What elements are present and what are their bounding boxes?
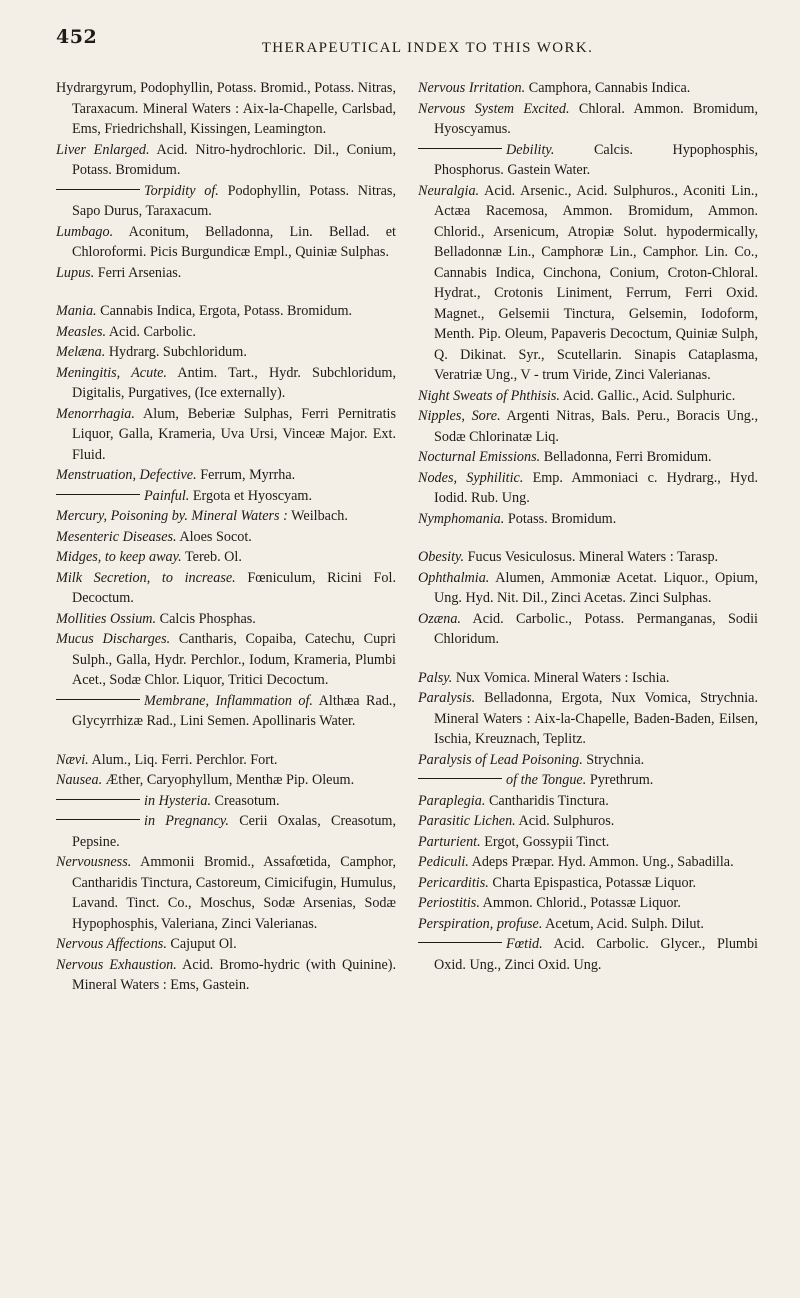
index-remedies: Adeps Præpar. Hyd. Ammon. Ung., Sabadilla. <box>471 854 734 870</box>
index-entry <box>418 750 758 771</box>
left-column <box>56 78 396 1288</box>
index-entry <box>418 914 758 935</box>
index-remedies: Cantharis, Copaiba, Catechu, Cupri Sulph., Galla, Hydr. Perchlor., Iodum, Krameria, Plumbi Acet., Sodæ Chlor. Liquor, Tritici Decoctum. <box>72 631 396 688</box>
index-entry <box>418 934 758 975</box>
index-entry <box>56 770 396 791</box>
index-term: Mercury, Poisoning by. Mineral Waters : <box>56 508 288 524</box>
index-term: Measles. <box>56 323 107 340</box>
index-entry <box>56 342 396 363</box>
index-entry <box>56 750 396 771</box>
index-remedies: Alumen, Ammoniæ Acetat. Liquor., Opium, Ung. Hyd. Nit. Dil., Zinci Acetas. Zinci Sulphas. <box>434 569 758 606</box>
index-term: Membrane, Inflammation of. <box>144 692 313 709</box>
index-remedies: Aloes Socot. <box>179 528 252 545</box>
index-remedies: Althæa Rad., Glycyrrhizæ Rad., Lini Semen. Apollinaris Water. <box>72 692 396 729</box>
index-remedies: Acid. Sulphuros. <box>518 813 615 829</box>
index-remedies: Belladonna, Ergota, Nux Vomica, Strychnia. Mineral Waters : Aix-la-Chapelle, Baden-Baden, Eilsen, Ischia, Kreuznach, Teplitz. <box>434 690 758 747</box>
index-term: Fœtid. <box>506 936 543 952</box>
index-remedies: Weilbach. <box>291 508 348 524</box>
index-entry <box>418 852 758 873</box>
index-entry <box>56 527 396 548</box>
index-term: Nocturnal Emissions. <box>418 449 541 465</box>
index-entry <box>56 955 396 996</box>
index-entry <box>56 222 396 263</box>
ditto-rule <box>56 494 140 495</box>
index-entry <box>418 547 758 568</box>
index-remedies: Emp. Ammoniaci c. Hydrarg., Hyd. Iodid. Rub. Ung. <box>434 469 758 506</box>
ditto-rule <box>418 778 502 779</box>
index-entry <box>56 263 396 284</box>
index-term: Nervous Affections. <box>56 936 167 952</box>
index-entry <box>418 893 758 914</box>
index-remedies: Antim. Tart., Hydr. Subchloridum, Digitalis, Purgatives, (Ice externally). <box>72 364 396 401</box>
index-remedies: Aconitum, Belladonna, Lin. Bellad. et Chloroformi. Picis Burgundicæ Empl., Quiniæ Sulphas. <box>72 223 396 260</box>
index-remedies: Ergota et Hyoscyam. <box>192 487 312 504</box>
index-remedies: Strychnia. <box>586 751 645 768</box>
running-title: THERAPEUTICAL INDEX TO THIS WORK. <box>261 40 594 56</box>
index-term: Liver Enlarged. <box>56 141 150 158</box>
index-entry <box>418 770 758 791</box>
index-term: Pediculi. <box>418 854 469 870</box>
index-remedies: Cajuput Ol. <box>170 936 237 952</box>
index-remedies: Camphora, Cannabis Indica. <box>528 80 691 96</box>
index-entry <box>418 140 758 181</box>
index-term: Paralysis. <box>418 690 476 706</box>
index-term: in Hysteria. <box>144 792 211 809</box>
index-remedies: Ergot, Gossypii Tinct. <box>484 833 610 850</box>
ditto-rule <box>56 699 140 700</box>
index-term: Mollities Ossium. <box>56 610 157 627</box>
index-remedies: Alum., Liq. Ferri. Perchlor. Fort. <box>91 751 278 768</box>
index-remedies: Pyrethrum. <box>589 772 654 788</box>
index-entry <box>418 468 758 509</box>
index-term: Obesity. <box>418 549 465 565</box>
index-remedies: Ferrum, Myrrha. <box>200 467 296 483</box>
index-remedies: Acid. Carbolic. <box>108 323 196 340</box>
index-remedies: Podophyllin, Potass. Nitras, Sapo Durus, Taraxacum. <box>72 182 396 219</box>
index-entry <box>56 609 396 630</box>
index-entry <box>56 322 396 343</box>
index-entry <box>418 568 758 609</box>
index-remedies: Cantharidis Tinctura. <box>488 792 609 809</box>
index-term: Lupus. <box>56 264 95 281</box>
index-remedies: Acid. Arsenic., Acid. Sulphuros., Aconiti Lin., Actæa Racemosa, Ammon. Bromidum, Ammon. Chlorid., Arsenicum, Atropiæ Solut. hypodermically, Belladonnæ Lin., Camphoræ Lin., Camphor. Lin. Co., Cannabis Indica, Cinchona, Conium, Croton-Chloral. Hydrat., Crotonis Liniment, Ferrum, Ferri Oxid. Magnet., Gelsemii Tinctura, Gelsemin, Iodoform, Menth. Pip. Oleum, Papaveris Decoctum, Quiniæ Sulph, Q. Dikinat. Syr., Scutellarin. Sinapis Cataplasma, Veratriæ Ung., V - trum Viride, Zinci Valerianas. <box>434 182 758 383</box>
ditto-rule <box>418 148 502 149</box>
index-entry <box>56 404 396 466</box>
index-term: Palsy. <box>418 669 453 686</box>
index-entry <box>418 99 758 140</box>
index-remedies: Acid. Bromo-hydric (with Quinine). Mineral Waters : Ems, Gastein. <box>72 956 396 993</box>
index-term: Night Sweats of Phthisis. <box>418 387 560 404</box>
index-entry <box>56 934 396 955</box>
index-remedies: Ferri Arsenias. <box>97 264 182 281</box>
index-remedies: Acetum, Acid. Sulph. Dilut. <box>545 915 704 932</box>
ditto-rule <box>418 942 502 943</box>
index-remedies: Acid. Nitro-hydrochloric. Dil., Conium, Potass. Bromidum. <box>72 141 396 178</box>
index-entry <box>418 811 758 832</box>
index-remedies: Cerii Oxalas, Creasotum, Pepsine. <box>72 813 396 850</box>
index-entry <box>418 668 758 689</box>
index-term: Debility. <box>506 141 555 158</box>
index-entry <box>56 140 396 181</box>
index-entry <box>56 547 396 568</box>
index-term: Paralysis of Lead Poisoning. <box>418 751 583 768</box>
index-term: Nervousness. <box>56 854 132 870</box>
index-entry <box>418 791 758 812</box>
index-entry <box>56 568 396 609</box>
index-term: Nausea. <box>56 772 103 788</box>
index-term: Nervous Irritation. <box>418 80 526 96</box>
index-remedies: Ammon. Chlorid., Potassæ Liquor. <box>482 895 681 911</box>
index-term: Mesenteric Diseases. <box>56 528 177 545</box>
index-remedies: Æther, Caryophyllum, Menthæ Pip. Oleum. <box>105 772 355 788</box>
index-term: Mania. <box>56 303 97 319</box>
index-remedies: Nux Vomica. Mineral Waters : Ischia. <box>455 669 670 686</box>
index-remedies: Chloral. Ammon. Bromidum, Hyoscyamus. <box>434 100 758 137</box>
index-entry <box>56 78 396 140</box>
index-term: of the Tongue. <box>506 772 587 788</box>
index-remedies: Tereb. Ol. <box>184 549 242 565</box>
index-entry <box>418 509 758 530</box>
index-term: Lumbago. <box>56 223 114 240</box>
index-entry <box>56 629 396 691</box>
index-entry <box>56 465 396 486</box>
index-remedies: Alum, Beberiæ Sulphas, Ferri Pernitratis Liquor, Galla, Krameria, Uva Ursi, Vinceæ Major. Ext. Fluid. <box>72 405 396 463</box>
index-entry <box>418 78 758 99</box>
index-term: Nervous Exhaustion. <box>56 956 177 973</box>
index-entry <box>418 447 758 468</box>
ditto-rule <box>56 819 140 820</box>
index-remedies: Ammonii Bromid., Assafœtida, Camphor, Cantharidis Tinctura, Castoreum, Cimicifugin, Humulus, Lavand. Tinct. Co., Moschus, Sodæ Arsenias, Sodæ Hypophosphis, Valeriana, Zinci Valerianas. <box>72 854 396 932</box>
index-entry <box>418 832 758 853</box>
index-term: Nervous System Excited. <box>418 100 570 117</box>
index-remedies: Calcis. Hypophosphis, Phosphorus. Gastein Water. <box>434 141 758 178</box>
index-remedies: Argenti Nitras, Bals. Peru., Boracis Ung., Sodæ Chlorinatæ Liq. <box>434 408 758 445</box>
index-term: Nymphomania. <box>418 510 505 527</box>
page-number: 452 <box>56 26 98 48</box>
index-term: Meningitis, Acute. <box>56 364 167 381</box>
index-entry <box>418 406 758 447</box>
index-term: Parasitic Lichen. <box>418 813 516 829</box>
index-term: Midges, to keep away. <box>56 549 182 565</box>
index-term: Ophthalmia. <box>418 569 490 586</box>
index-entry <box>56 486 396 507</box>
index-columns <box>56 78 758 1288</box>
page-header <box>0 24 800 64</box>
index-remedies: Potass. Bromidum. <box>507 510 617 527</box>
index-remedies: Charta Epispastica, Potassæ Liquor. <box>492 874 697 891</box>
index-entry <box>56 852 396 934</box>
index-remedies: Calcis Phosphas. <box>159 610 256 627</box>
index-term: Torpidity of. <box>144 182 219 199</box>
index-term: Paraplegia. <box>418 792 486 809</box>
index-remedies: Fucus Vesiculosus. Mineral Waters : Tarasp. <box>467 549 719 565</box>
index-entry <box>418 688 758 750</box>
index-entry <box>418 386 758 407</box>
index-entry <box>56 506 396 527</box>
index-entry <box>56 181 396 222</box>
index-entry <box>56 301 396 322</box>
index-remedies: Acid. Gallic., Acid. Sulphuric. <box>562 387 736 404</box>
index-remedies: Hydrargyrum, Podophyllin, Potass. Bromid., Potass. Nitras, Taraxacum. Mineral Waters : Aix-la-Chapelle, Carlsbad, Ems, Friedrichshall, Kissingen, Leamington. <box>56 80 396 137</box>
right-column <box>418 78 758 1288</box>
index-term: Pericarditis. <box>418 874 489 891</box>
index-entry <box>56 363 396 404</box>
index-entry <box>56 691 396 732</box>
index-remedies: Cannabis Indica, Ergota, Potass. Bromidum. <box>100 303 353 319</box>
index-term: Parturient. <box>418 833 481 850</box>
index-term: in Pregnancy. <box>144 813 229 829</box>
index-term: Nævi. <box>56 751 89 768</box>
index-entry <box>418 609 758 650</box>
index-term: Nodes, Syphilitic. <box>418 469 524 486</box>
index-remedies: Belladonna, Ferri Bromidum. <box>543 449 712 465</box>
index-term: Painful. <box>144 487 190 504</box>
index-term: Perspiration, profuse. <box>418 915 543 932</box>
ditto-rule <box>56 189 140 190</box>
index-term: Periostitis. <box>418 895 480 911</box>
index-term: Neuralgia. <box>418 182 480 199</box>
index-term: Ozæna. <box>418 610 461 627</box>
index-term: Mucus Discharges. <box>56 631 171 647</box>
index-remedies: Acid. Carbolic., Potass. Permanganas, Sodii Chloridum. <box>434 610 758 647</box>
index-term: Melæna. <box>56 344 106 360</box>
index-entry <box>418 873 758 894</box>
index-term: Nipples, Sore. <box>418 408 501 424</box>
index-remedies: Fœniculum, Ricini Fol. Decoctum. <box>72 569 396 606</box>
index-remedies: Hydrarg. Subchloridum. <box>108 344 247 360</box>
index-entry <box>56 811 396 852</box>
index-remedies: Acid. Carbolic. Glycer., Plumbi Oxid. Ung., Zinci Oxid. Ung. <box>434 936 758 973</box>
index-term: Menstruation, Defective. <box>56 467 197 483</box>
index-entry <box>56 791 396 812</box>
index-remedies: Creasotum. <box>214 792 280 809</box>
index-term: Milk Secretion, to increase. <box>56 569 236 586</box>
index-entry <box>418 181 758 386</box>
ditto-rule <box>56 799 140 800</box>
index-term: Menorrhagia. <box>56 405 135 422</box>
